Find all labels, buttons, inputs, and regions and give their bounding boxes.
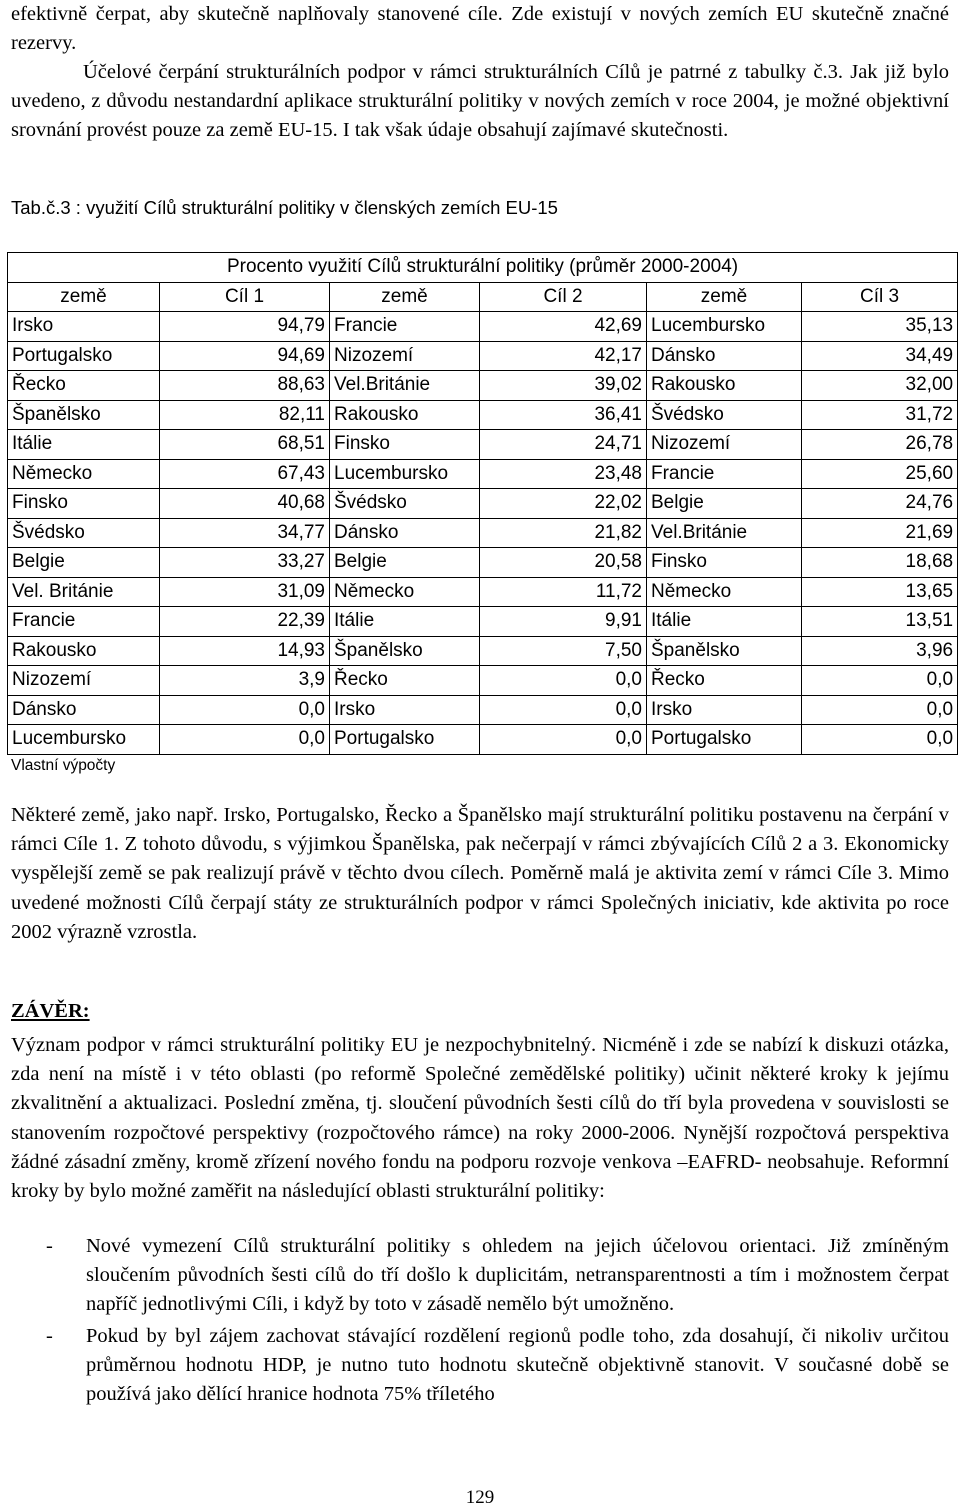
list-item <box>0 1232 960 1320</box>
percent-cell: 11,72 <box>480 577 647 607</box>
percent-cell: 3,96 <box>802 636 958 666</box>
table-row <box>8 725 958 755</box>
percent-cell: 21,69 <box>802 518 958 548</box>
percent-cell: 82,11 <box>160 400 330 430</box>
percent-cell: 94,79 <box>160 312 330 342</box>
percent-cell: 0,0 <box>802 695 958 725</box>
table-row <box>8 548 958 578</box>
percent-cell: 68,51 <box>160 430 330 460</box>
country-cell: Španělsko <box>330 636 480 666</box>
percent-cell: 0,0 <box>802 666 958 696</box>
column-header: Cíl 1 <box>160 282 330 312</box>
table-row <box>8 312 958 342</box>
percent-cell: 20,58 <box>480 548 647 578</box>
country-cell: Irsko <box>330 695 480 725</box>
percent-cell: 40,68 <box>160 489 330 519</box>
country-cell: Francie <box>647 459 802 489</box>
percent-cell: 13,65 <box>802 577 958 607</box>
country-cell: Irsko <box>647 695 802 725</box>
percent-cell: 36,41 <box>480 400 647 430</box>
country-cell: Rakousko <box>330 400 480 430</box>
list-item <box>0 1322 960 1410</box>
percent-cell: 39,02 <box>480 371 647 401</box>
country-cell: Lucembursko <box>647 312 802 342</box>
percent-cell: 21,82 <box>480 518 647 548</box>
table-row <box>8 341 958 371</box>
table-row <box>8 430 958 460</box>
percent-cell: 42,69 <box>480 312 647 342</box>
percent-cell: 13,51 <box>802 607 958 637</box>
percent-cell: 33,27 <box>160 548 330 578</box>
percent-cell: 0,0 <box>480 725 647 755</box>
country-cell: Portugalsko <box>8 341 160 371</box>
list-item-text: Nové vymezení Cílů strukturální politiky s ohledem na jejich účelovou orientaci. Již zmíněným sloučením původních šesti cílů do tří došlo k duplicitám, netransparentnosti a tím i možnostem čerpat napříč jednotlivými Cíli, i když by toto v zásadě nemělo být umožněno. <box>86 1235 949 1316</box>
column-header: země <box>330 282 480 312</box>
country-cell: Portugalsko <box>330 725 480 755</box>
percent-cell: 34,49 <box>802 341 958 371</box>
country-cell: Rakousko <box>647 371 802 401</box>
intro-paragraph-2: Účelové čerpání strukturálních podpor v rámci strukturálních Cílů je patrné z tabulky č.3. Jak již bylo uvedeno, z důvodu nestandardní aplikace strukturální politiky v nových zemích v roce 2004, je možné objektivní srovnání provést pouze za země EU-15. I tak však údaje obsahují zajímavé skutečnosti. <box>11 61 949 142</box>
after-table-paragraph: Některé země, jako např. Irsko, Portugalsko, Řecko a Španělsko mají strukturální politiku postavenu na čerpání v rámci Cíle 1. Z tohoto důvodu, s výjimkou Španělska, pak nečerpají v rámci zbývajících Cílů 2 a 3. Ekonomicky vyspělejší země se pak realizují právě v těchto dvou cílech. Poměrně malá je aktivita zemí v rámci Cíle 3. Mimo uvedené možnosti Cílů čerpají státy ze strukturálních podpor v rámci Společných iniciativ, kde aktivita po roce 2002 výrazně vzrostla. <box>11 804 949 943</box>
percent-cell: 7,50 <box>480 636 647 666</box>
table-row <box>8 518 958 548</box>
country-cell: Nizozemí <box>330 341 480 371</box>
country-cell: Dánsko <box>8 695 160 725</box>
country-cell: Belgie <box>8 548 160 578</box>
country-cell: Rakousko <box>8 636 160 666</box>
percent-cell: 3,9 <box>160 666 330 696</box>
conclusion-heading: ZÁVĚR: <box>11 1000 90 1022</box>
percent-cell: 26,78 <box>802 430 958 460</box>
country-cell: Itálie <box>8 430 160 460</box>
country-cell: Švédsko <box>8 518 160 548</box>
country-cell: Francie <box>8 607 160 637</box>
country-cell: Španělsko <box>8 400 160 430</box>
structural-goals-table <box>7 252 958 755</box>
country-cell: Řecko <box>647 666 802 696</box>
percent-cell: 42,17 <box>480 341 647 371</box>
table-super-header: Procento využití Cílů strukturální politiky (průměr 2000-2004) <box>8 253 958 283</box>
page-number: 129 <box>465 1487 495 1508</box>
country-cell: Švédsko <box>330 489 480 519</box>
table-row <box>8 400 958 430</box>
percent-cell: 0,0 <box>480 695 647 725</box>
percent-cell: 0,0 <box>480 666 647 696</box>
reform-list <box>0 1232 960 1411</box>
country-cell: Nizozemí <box>8 666 160 696</box>
percent-cell: 23,48 <box>480 459 647 489</box>
table-row <box>8 577 958 607</box>
percent-cell: 34,77 <box>160 518 330 548</box>
table-row <box>8 666 958 696</box>
percent-cell: 18,68 <box>802 548 958 578</box>
percent-cell: 94,69 <box>160 341 330 371</box>
percent-cell: 35,13 <box>802 312 958 342</box>
country-cell: Itálie <box>330 607 480 637</box>
table-row <box>8 636 958 666</box>
country-cell: Nizozemí <box>647 430 802 460</box>
percent-cell: 22,39 <box>160 607 330 637</box>
intro-paragraph-1: efektivně čerpat, aby skutečně naplňovaly stanovené cíle. Zde existují v nových zemích EU skutečně značné rezervy. <box>11 3 949 55</box>
table-row <box>8 371 958 401</box>
country-cell: Německo <box>647 577 802 607</box>
percent-cell: 31,72 <box>802 400 958 430</box>
table-caption: Tab.č.3 : využití Cílů strukturální politiky v členských zemích EU-15 <box>11 197 558 218</box>
table-row <box>8 489 958 519</box>
country-cell: Vel.Británie <box>647 518 802 548</box>
country-cell: Dánsko <box>330 518 480 548</box>
column-header: Cíl 2 <box>480 282 647 312</box>
percent-cell: 0,0 <box>802 725 958 755</box>
country-cell: Portugalsko <box>647 725 802 755</box>
country-cell: Belgie <box>330 548 480 578</box>
percent-cell: 88,63 <box>160 371 330 401</box>
country-cell: Vel. Británie <box>8 577 160 607</box>
percent-cell: 9,91 <box>480 607 647 637</box>
table-row <box>8 459 958 489</box>
conclusion-paragraph: Význam podpor v rámci strukturální politiky EU je nezpochybnitelný. Nicméně i zde se nabízí k diskuzi otázka, zda není na místě i v této oblasti (po reformě Společné zemědělské politiky) učinit některé kroky k jejímu zkvalitnění a aktualizaci. Poslední změna, tj. sloučení původních šesti cílů do tří byla provedena v souvislosti se stanovením rozpočtové perspektivy (rozpočtového rámce) na roky 2000-2006. Nynější rozpočtová perspektiva žádné zásadní změny, kromě zřízení nového fondu na podporu rozvoje venkova –EAFRD- neobsahuje. Reformní kroky by bylo možné zaměřit na následující oblasti strukturální politiky: <box>11 1034 949 1203</box>
percent-cell: 31,09 <box>160 577 330 607</box>
table-source-note: Vlastní výpočty <box>11 757 116 774</box>
percent-cell: 24,76 <box>802 489 958 519</box>
country-cell: Švédsko <box>647 400 802 430</box>
country-cell: Řecko <box>8 371 160 401</box>
list-item-text: Pokud by byl zájem zachovat stávající rozdělení regionů podle toho, zda dosahují, či nikoliv určitou průměrnou hodnotu HDP, je nutno tuto hodnotu skutečně objektivně stanovit. V současné době se používá jako dělící hranice hodnota 75% tříletého <box>86 1324 949 1406</box>
percent-cell: 24,71 <box>480 430 647 460</box>
country-cell: Dánsko <box>647 341 802 371</box>
percent-cell: 0,0 <box>160 695 330 725</box>
percent-cell: 0,0 <box>160 725 330 755</box>
percent-cell: 32,00 <box>802 371 958 401</box>
percent-cell: 14,93 <box>160 636 330 666</box>
country-cell: Francie <box>330 312 480 342</box>
table-row <box>8 607 958 637</box>
country-cell: Irsko <box>8 312 160 342</box>
country-cell: Lucembursko <box>8 725 160 755</box>
table-row <box>8 695 958 725</box>
column-header: země <box>8 282 160 312</box>
country-cell: Španělsko <box>647 636 802 666</box>
table-header-row <box>8 282 958 312</box>
country-cell: Finsko <box>8 489 160 519</box>
list-bullet: - <box>46 1235 53 1257</box>
percent-cell: 67,43 <box>160 459 330 489</box>
country-cell: Řecko <box>330 666 480 696</box>
country-cell: Německo <box>330 577 480 607</box>
country-cell: Finsko <box>647 548 802 578</box>
table-body <box>8 312 958 755</box>
country-cell: Belgie <box>647 489 802 519</box>
country-cell: Finsko <box>330 430 480 460</box>
column-header: Cíl 3 <box>802 282 958 312</box>
list-bullet: - <box>46 1324 53 1347</box>
percent-cell: 25,60 <box>802 459 958 489</box>
percent-cell: 22,02 <box>480 489 647 519</box>
column-header: země <box>647 282 802 312</box>
country-cell: Itálie <box>647 607 802 637</box>
country-cell: Vel.Británie <box>330 371 480 401</box>
country-cell: Lucembursko <box>330 459 480 489</box>
country-cell: Německo <box>8 459 160 489</box>
